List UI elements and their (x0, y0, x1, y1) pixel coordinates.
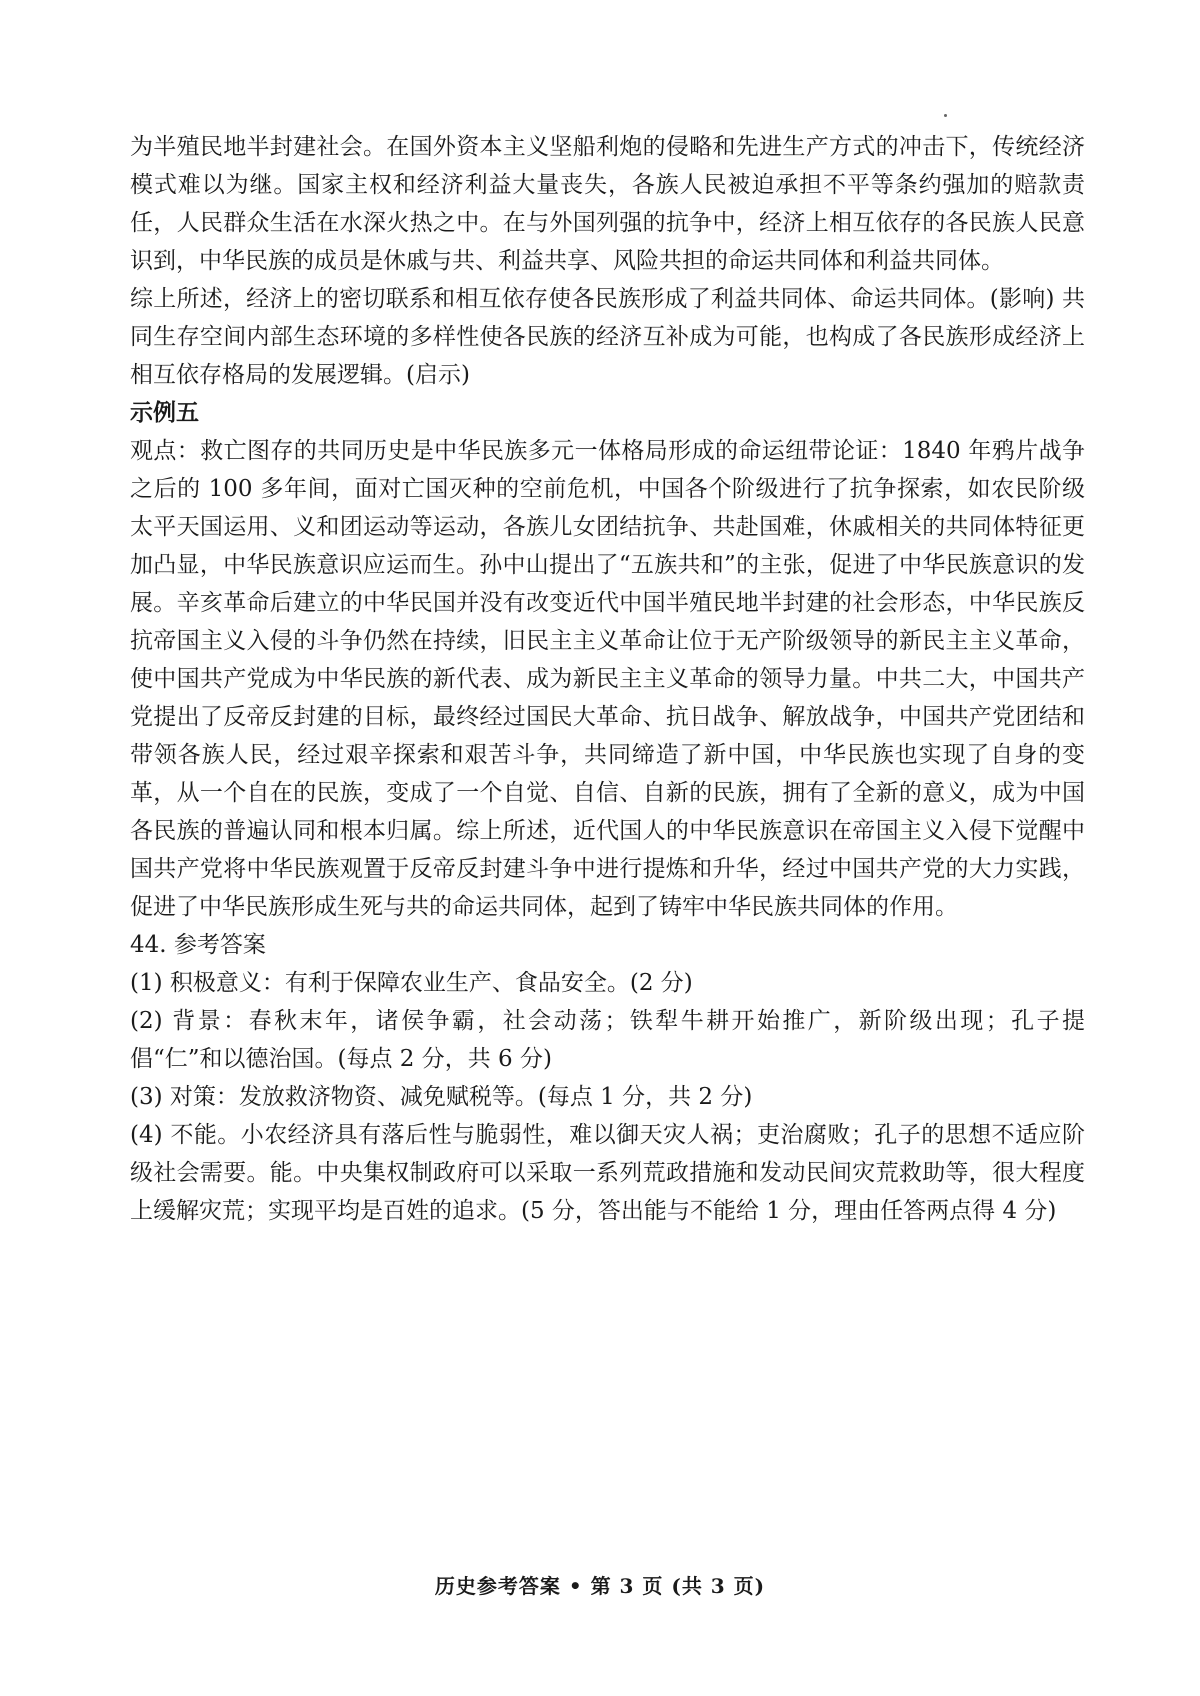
answer-content (130, 128, 1085, 1230)
answer-item-4: (4) 不能。小农经济具有落后性与脆弱性，难以御天灾人祸；吏治腐败；孔子的思想不适应阶级社会需要。能。中央集权制政府可以采取一系列荒政措施和发动民间灾荒救助等，很大程度上缓解灾荒；实现平均是百姓的追求。(5 分，答出能与不能给 1 分，理由任答两点得 4 分) (130, 1122, 1085, 1224)
question-44-title: 44. 参考答案 (130, 932, 266, 958)
paragraph-summary-economic-interdependence: 综上所述，经济上的密切联系和相互依存使各民族形成了利益共同体、命运共同体。(影响) 共同生存空间内部生态环境的多样性使各民族的经济互补成为可能，也构成了各民族形成经济上相互依存格局的发展逻辑。(启示) (130, 286, 1085, 388)
answer-item-3: (3) 对策：发放救济物资、减免赋税等。(每点 1 分，共 2 分) (130, 1084, 753, 1110)
answer-item-2: (2) 背景：春秋末年，诸侯争霸，社会动荡；铁犁牛耕开始推广，新阶级出现；孔子提倡“仁”和以德治国。(每点 2 分，共 6 分) (130, 1008, 1085, 1072)
scan-speck (944, 114, 947, 117)
page-footer: 历史参考答案 • 第 3 页 (共 3 页) (434, 1574, 766, 1598)
heading-example-five: 示例五 (130, 399, 199, 426)
answer-item-1: (1) 积极意义：有利于保障农业生产、食品安全。(2 分) (130, 970, 693, 996)
paragraph-national-salvation-argument: 观点：救亡图存的共同历史是中华民族多元一体格局形成的命运纽带论证：1840 年鸦片战争之后的 100 多年间，面对亡国灭种的空前危机，中国各个阶级进行了抗争探索，如农民阶级太平天国运用、义和团运动等运动，各族儿女团结抗争、共赴国难，休戚相关的共同体特征更加凸显，中华民族意识应运而生。孙中山提出了“五族共和”的主张，促进了中华民族意识的发展。辛亥革命后建立的中华民国并没有改变近代中国半殖民地半封建的社会形态，中华民族反抗帝国主义入侵的斗争仍然在持续，旧民主主义革命让位于无产阶级领导的新民主主义革命，使中国共产党成为中华民族的新代表、成为新民主主义革命的领导力量。中共二大，中国共产党提出了反帝反封建的目标，最终经过国民大革命、抗日战争、解放战争，中国共产党团结和带领各族人民，经过艰辛探索和艰苦斗争，共同缔造了新中国，中华民族也实现了自身的变革，从一个自在的民族，变成了一个自觉、自信、自新的民族，拥有了全新的意义，成为中国各民族的普遍认同和根本归属。综上所述，近代国人的中华民族意识在帝国主义入侵下觉醒中国共产党将中华民族观置于反帝反封建斗争中进行提炼和升华，经过中国共产党的大力实践，促进了中华民族形成生死与共的命运共同体，起到了铸牢中华民族共同体的作用。 (130, 438, 1085, 920)
paragraph-semi-colonial-economy: 为半殖民地半封建社会。在国外资本主义坚船利炮的侵略和先进生产方式的冲击下，传统经济模式难以为继。国家主权和经济利益大量丧失，各族人民被迫承担不平等条约强加的赔款责任，人民群众生活在水深火热之中。在与外国列强的抗争中，经济上相互依存的各民族人民意识到，中华民族的成员是休戚与共、利益共享、风险共担的命运共同体和利益共同体。 (130, 134, 1085, 274)
